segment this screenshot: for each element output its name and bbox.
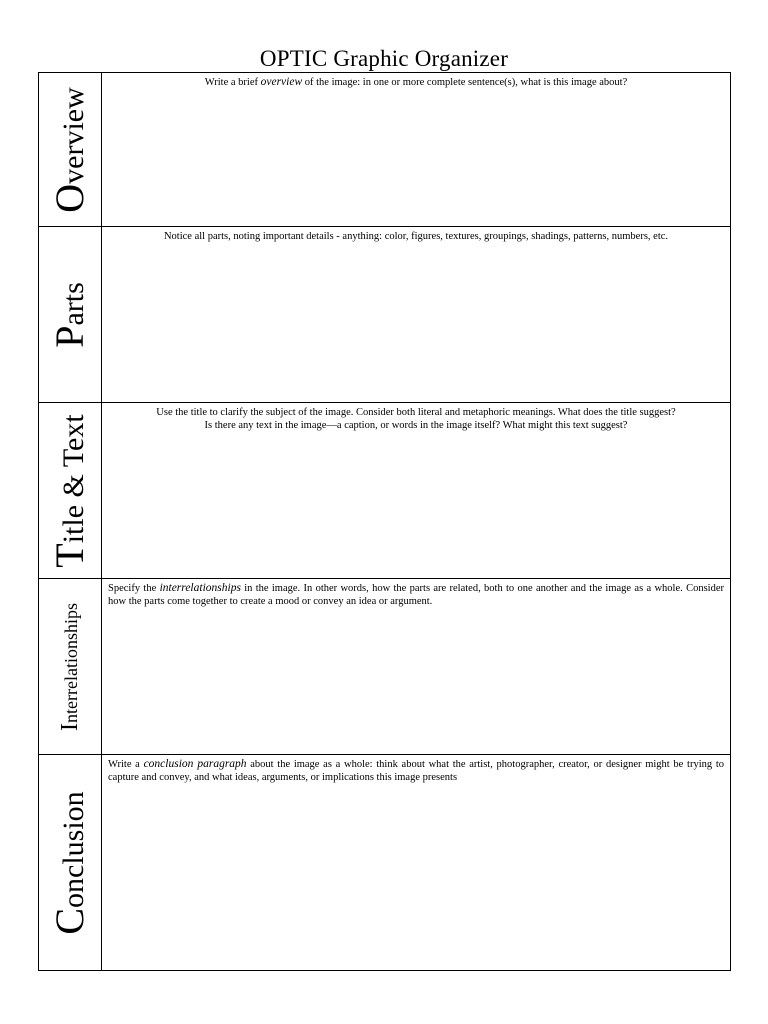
label-title-text <box>47 413 92 568</box>
label-initial: T <box>47 542 92 568</box>
label-cell-title-text <box>39 403 102 578</box>
label-overview <box>47 86 92 213</box>
label-rest: arts <box>57 281 90 326</box>
prompt-text: Notice all parts, noting important details - anything: color, figures, textures, groupings, shadings, patterns, numbers, etc. <box>163 231 669 242</box>
prompt-text: in the image. In other words, how the parts are related, both to one another and the image as a whole. Consider how the parts come together to create a mood or convey an idea or argument. <box>108 583 724 607</box>
prompt-line: Use the title to clarify the subject of the image. Consider both literal and metaphoric meanings. What does the title suggest? <box>156 407 676 418</box>
prompt-title-text[interactable] <box>102 403 730 578</box>
label-parts <box>47 281 92 348</box>
prompt-keyword: conclusion paragraph <box>143 758 247 770</box>
label-interrelationships <box>58 603 82 731</box>
prompt-text: Write a <box>108 759 144 770</box>
prompt-conclusion[interactable] <box>102 755 730 970</box>
prompt-keyword: overview <box>260 76 303 88</box>
label-cell-interrelationships <box>39 579 102 754</box>
label-rest: nterrelationships <box>61 602 81 723</box>
prompt-text: Write a brief <box>204 77 261 88</box>
organizer-table <box>38 72 731 971</box>
label-initial: P <box>47 325 92 348</box>
label-rest: verview <box>57 86 90 184</box>
prompt-keyword: interrelationships <box>159 582 241 594</box>
row-interrelationships <box>39 579 730 755</box>
label-rest: itle & Text <box>57 413 90 543</box>
row-title-text <box>39 403 730 579</box>
page-title: OPTIC Graphic Organizer <box>259 46 509 71</box>
prompt-overview[interactable] <box>102 73 730 226</box>
prompt-text: Specify the <box>108 583 160 594</box>
prompt-parts[interactable] <box>102 227 730 402</box>
prompt-text: of the image: in one or more complete sentence(s), what is this image about? <box>302 77 628 88</box>
label-conclusion <box>47 790 92 935</box>
label-initial: O <box>47 183 92 213</box>
prompt-text: about the image as a whole: think about what the artist, photographer, creator, or designer might be trying to capture and convey, and what ideas, arguments, or implications this image presents <box>108 759 724 783</box>
prompt-line: Is there any text in the image—a caption, or words in the image itself? What might this text suggest? <box>204 420 628 431</box>
label-cell-conclusion <box>39 755 102 970</box>
label-initial: I <box>57 722 83 731</box>
row-parts <box>39 227 730 403</box>
label-initial: C <box>47 907 92 935</box>
row-overview <box>39 73 730 227</box>
prompt-interrelationships[interactable] <box>102 579 730 754</box>
label-cell-overview <box>39 73 102 226</box>
label-rest: onclusion <box>57 790 90 908</box>
row-conclusion <box>39 755 730 970</box>
label-cell-parts <box>39 227 102 402</box>
